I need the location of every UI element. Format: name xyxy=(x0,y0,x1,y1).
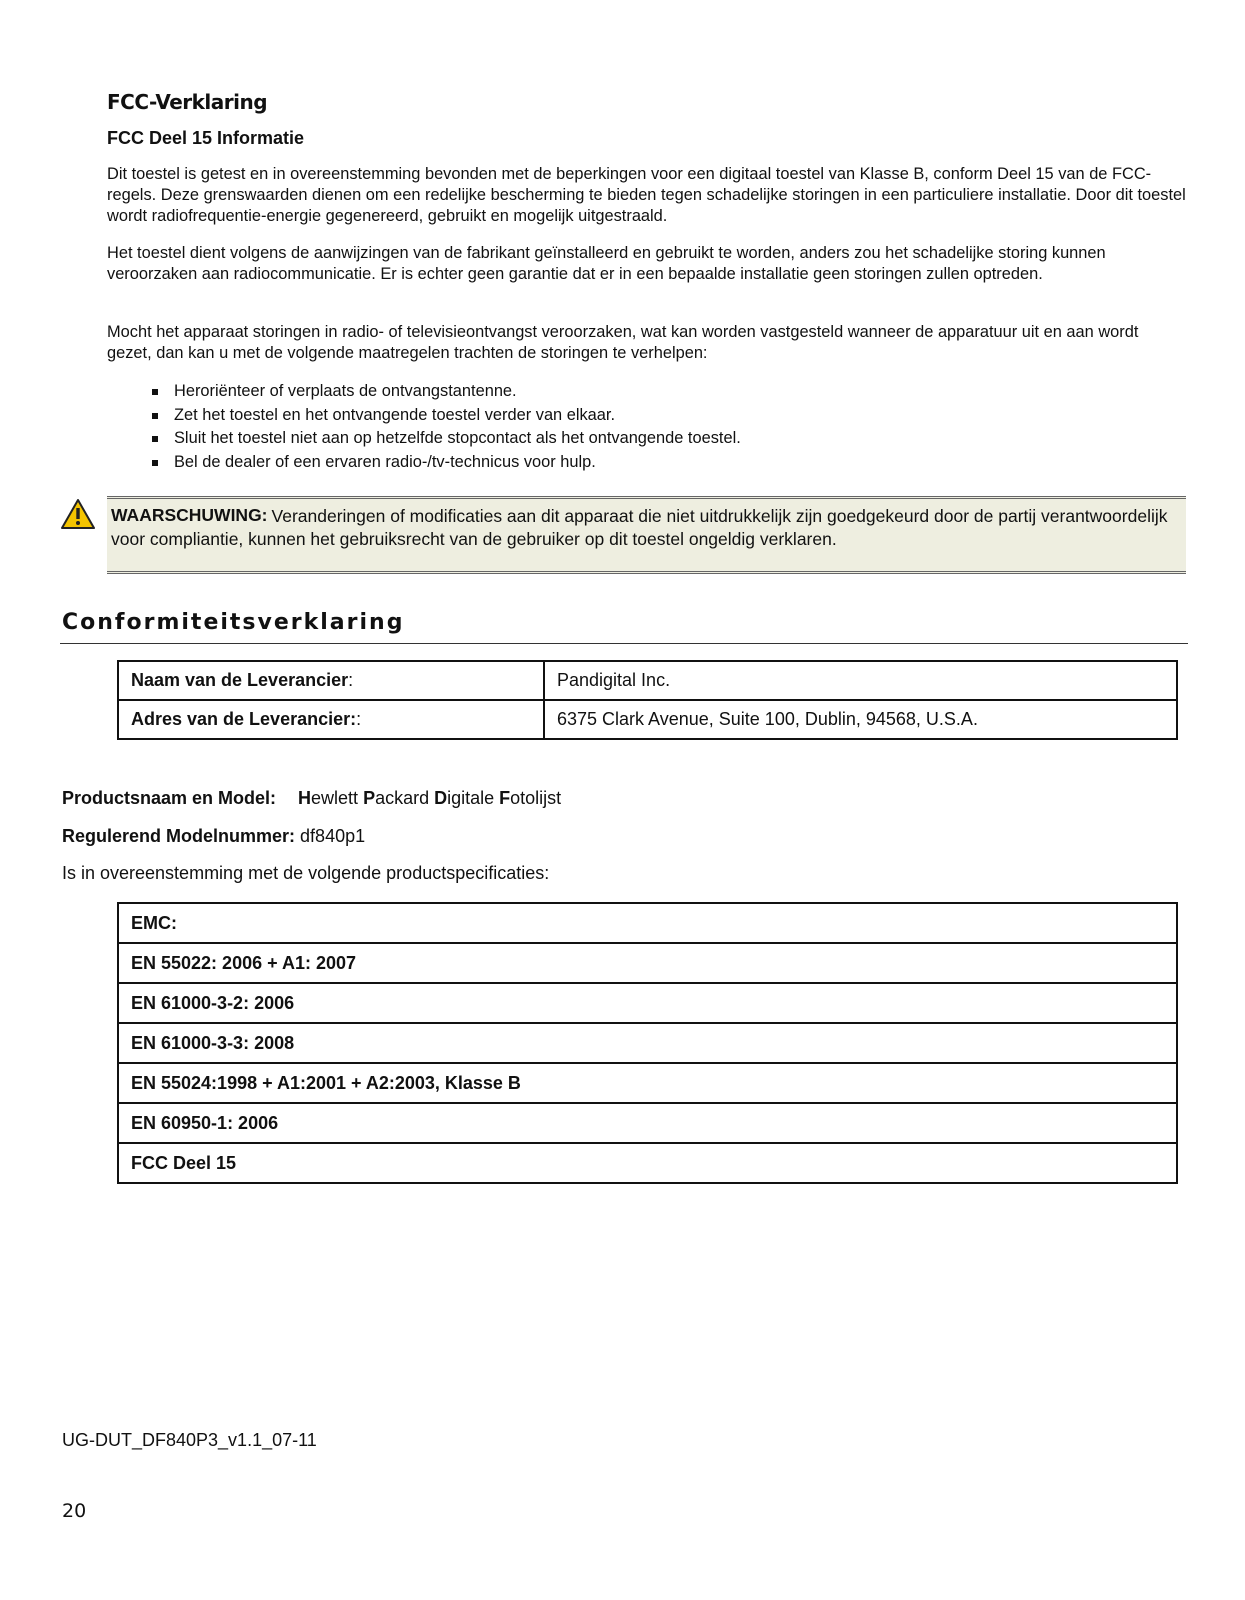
model-label: Regulerend Modelnummer: xyxy=(62,826,296,846)
fcc-heading: FCC-Verklaring xyxy=(107,90,268,114)
table-row xyxy=(118,700,1177,739)
table-cell-value: 6375 Clark Avenue, Suite 100, Dublin, 94568, U.S.A. xyxy=(544,700,1177,739)
table-row xyxy=(118,1063,1177,1103)
warning-label: WAARSCHUWING: xyxy=(111,505,268,525)
table-cell: EN 55022: 2006 + A1: 2007 xyxy=(118,943,1177,983)
spec-table xyxy=(117,902,1178,1184)
bullet-square-icon xyxy=(152,389,158,395)
table-cell: EN 55024:1998 + A1:2001 + A2:2003, Klasse B xyxy=(118,1063,1177,1103)
warning-triangle-icon xyxy=(60,498,96,530)
table-row xyxy=(118,1143,1177,1183)
product-name-line xyxy=(62,788,561,809)
table-row xyxy=(118,1023,1177,1063)
warning-box xyxy=(107,496,1186,574)
list-item-text: Zet het toestel en het ontvangende toestel verder van elkaar. xyxy=(174,405,616,424)
heading-divider xyxy=(60,643,1188,644)
supplier-table xyxy=(117,660,1178,740)
table-cell: EN 60950-1: 2006 xyxy=(118,1103,1177,1143)
list-item xyxy=(150,427,741,451)
warning-text-block xyxy=(111,505,1181,551)
product-name: Hewlett Packard Digitale Fotolijst xyxy=(298,788,562,808)
conformity-heading: Conformiteitsverklaring xyxy=(62,610,405,635)
list-item xyxy=(150,451,741,475)
table-cell: EMC: xyxy=(118,903,1177,943)
table-cell: EN 61000-3-3: 2008 xyxy=(118,1023,1177,1063)
fcc-subheading: FCC Deel 15 Informatie xyxy=(107,128,305,148)
warning-text: Veranderingen of modificaties aan dit apparaat die niet uitdrukkelijk zijn goedgekeurd door de partij verantwoordelijk voor compliantie, kunnen het gebruiksrecht van de gebruiker op dit toestel ongeldig verklaren. xyxy=(111,506,1168,549)
page-number: 20 xyxy=(62,1500,87,1522)
product-label: Productsnaam en Model: xyxy=(62,788,277,808)
table-row xyxy=(118,661,1177,700)
model-value: df840p1 xyxy=(300,826,366,846)
table-cell-key: Naam van de Leverancier: xyxy=(118,661,544,700)
table-row xyxy=(118,903,1177,943)
table-cell-value: Pandigital Inc. xyxy=(544,661,1177,700)
document-code: UG-DUT_DF840P3_v1.1_07-11 xyxy=(62,1430,317,1450)
bullet-square-icon xyxy=(152,413,158,419)
table-row xyxy=(118,983,1177,1023)
spec-intro: Is in overeenstemming met de volgende productspecificaties: xyxy=(62,863,550,883)
remedy-list xyxy=(150,380,741,474)
list-item-text: Bel de dealer of een ervaren radio-/tv-technicus voor hulp. xyxy=(174,452,596,471)
list-item xyxy=(150,380,741,404)
table-cell: EN 61000-3-2: 2006 xyxy=(118,983,1177,1023)
bullet-square-icon xyxy=(152,436,158,442)
list-item xyxy=(150,404,741,428)
table-cell-key: Adres van de Leverancier:: xyxy=(118,700,544,739)
fcc-paragraph-1: Dit toestel is getest en in overeenstemming bevonden met de beperkingen voor een digitaal toestel van Klasse B, conform Deel 15 van de FCC-regels. Deze grenswaarden dienen om een redelijke bescherming te bieden tegen schadelijke storingen in een particuliere installatie. Door dit toestel wordt radiofrequentie-energie gegenereerd, gebruikt en mogelijk uitgestraald. xyxy=(107,165,1186,225)
bullet-square-icon xyxy=(152,460,158,466)
model-number-line xyxy=(62,826,365,847)
table-cell: FCC Deel 15 xyxy=(118,1143,1177,1183)
fcc-paragraph-2: Het toestel dient volgens de aanwijzingen van de fabrikant geïnstalleerd en gebruikt te worden, anders zou het schadelijke storing kunnen veroorzaken aan radiocommunicatie. Er is echter geen garantie dat er in een bepaalde installatie geen storingen zullen optreden. xyxy=(107,244,1106,283)
table-row xyxy=(118,943,1177,983)
list-item-text: Heroriënteer of verplaats de ontvangstantenne. xyxy=(174,382,517,400)
fcc-paragraph-3: Mocht het apparaat storingen in radio- of televisieontvangst veroorzaken, wat kan worden vastgesteld wanneer de apparatuur uit en aan wordt gezet, dan kan u met de volgende maatregelen trachten de storingen te verhelpen: xyxy=(107,323,1139,362)
table-row xyxy=(118,1103,1177,1143)
list-item-text: Sluit het toestel niet aan op hetzelfde stopcontact als het ontvangende toestel. xyxy=(174,429,741,447)
